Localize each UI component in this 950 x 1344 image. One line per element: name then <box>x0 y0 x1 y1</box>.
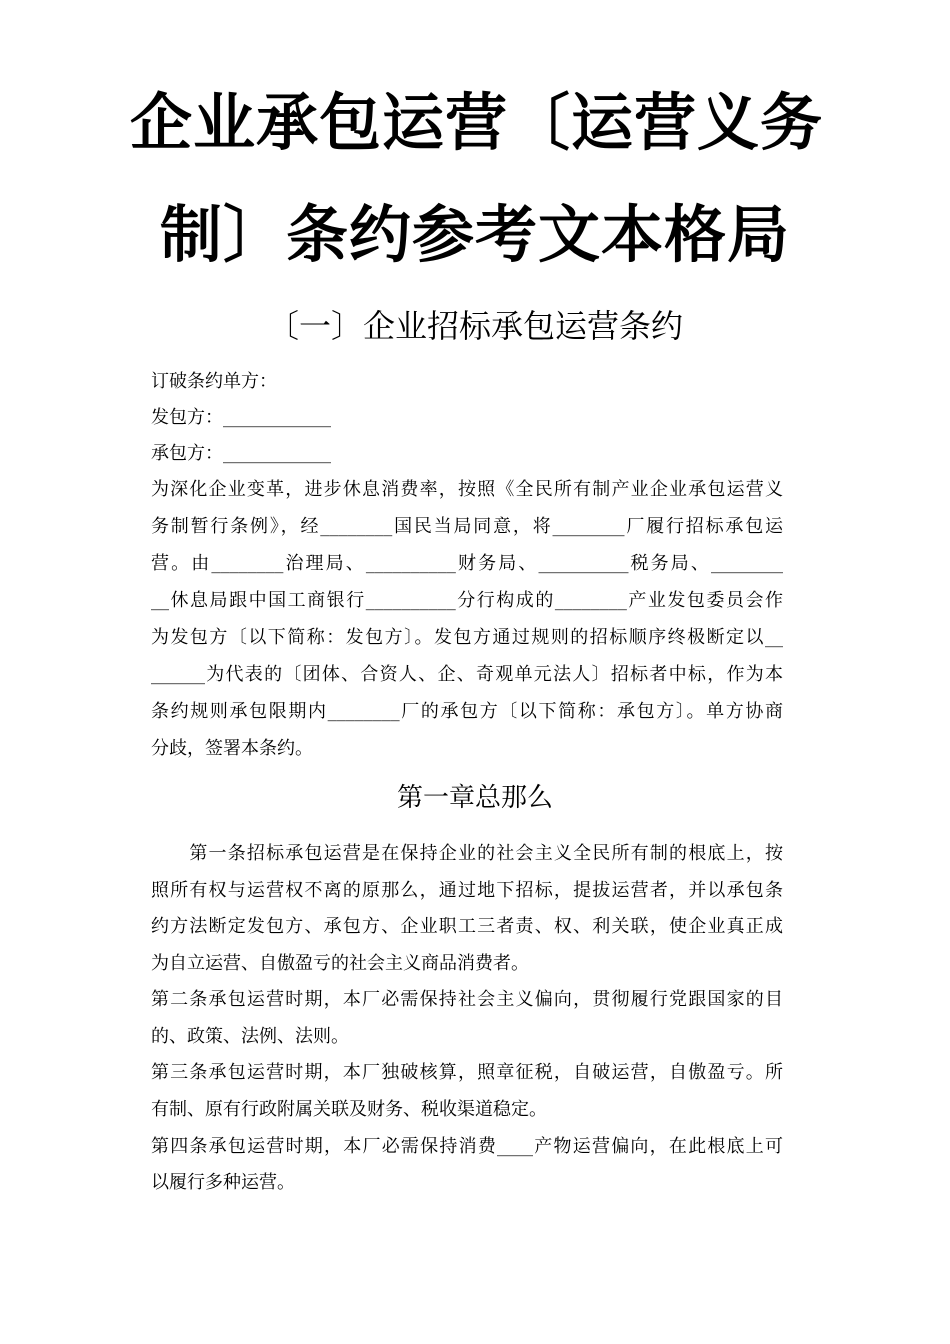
text-line: 务制暂行条例》，经________国民当局同意，将________厂履行招标承包运 <box>151 516 783 537</box>
text-line: 承包方：____________ <box>151 443 331 464</box>
text-line: 约方法断定发包方、承包方、企业职工三者责、权、利关联，使企业真正成 <box>151 916 783 937</box>
document-title-line-2: 制〕条约参考文本格局 <box>159 198 790 271</box>
text-line: 为发包方〔以下简称：发包方〕。发包方通过规则的招标顺序终极断定以__ <box>151 627 783 648</box>
text-line: 为自立运营、自傲盈亏的社会主义商品消费者。 <box>151 953 529 974</box>
document-title-line-1: 企业承包运营〔运营义务 <box>130 86 824 159</box>
document-subtitle: 〔一〕企业招标承包运营条约 <box>266 307 683 345</box>
chapter-heading: 第一章总那么 <box>396 783 553 813</box>
text-line: 的、政策、法例、法则。 <box>151 1026 349 1047</box>
text-line: 发包方：____________ <box>151 407 331 428</box>
text-line: 营。由________治理局、__________财务局、__________税务局、________ <box>151 553 783 574</box>
text-line: 第二条承包运营时期，本厂必需保持社会主义偏向，贯彻履行党跟国家的目 <box>151 989 783 1010</box>
text-line: 第一条招标承包运营是在保持企业的社会主义全民所有制的根底上，按 <box>151 843 783 864</box>
text-line: 分歧，签署本条约。 <box>151 738 313 759</box>
text-line: 以履行多种运营。 <box>151 1172 295 1193</box>
text-line: ______为代表的〔团体、合资人、企、奇观单元法人〕招标者中标，作为本 <box>151 664 783 685</box>
text-line: 第四条承包运营时期，本厂必需保持消费____产物运营偏向，在此根底上可 <box>151 1136 783 1157</box>
text-line: 条约规则承包限期内________厂的承包方〔以下简称：承包方〕。单方协商 <box>151 701 783 722</box>
text-line: 为深化企业变革，进步休息消费率，按照《全民所有制产业企业承包运营义 <box>151 479 783 500</box>
text-line: __休息局跟中国工商银行__________分行构成的________产业发包委员会作 <box>151 590 783 611</box>
text-line: 订破条约单方： <box>151 371 277 392</box>
text-line: 第三条承包运营时期，本厂独破核算，照章征税，自破运营，自傲盈亏。所 <box>151 1062 783 1083</box>
text-line: 有制、原有行政附属关联及财务、税收渠道稳定。 <box>151 1099 547 1120</box>
text-line: 照所有权与运营权不离的原那么，通过地下招标，提拔运营者，并以承包条 <box>151 880 783 901</box>
